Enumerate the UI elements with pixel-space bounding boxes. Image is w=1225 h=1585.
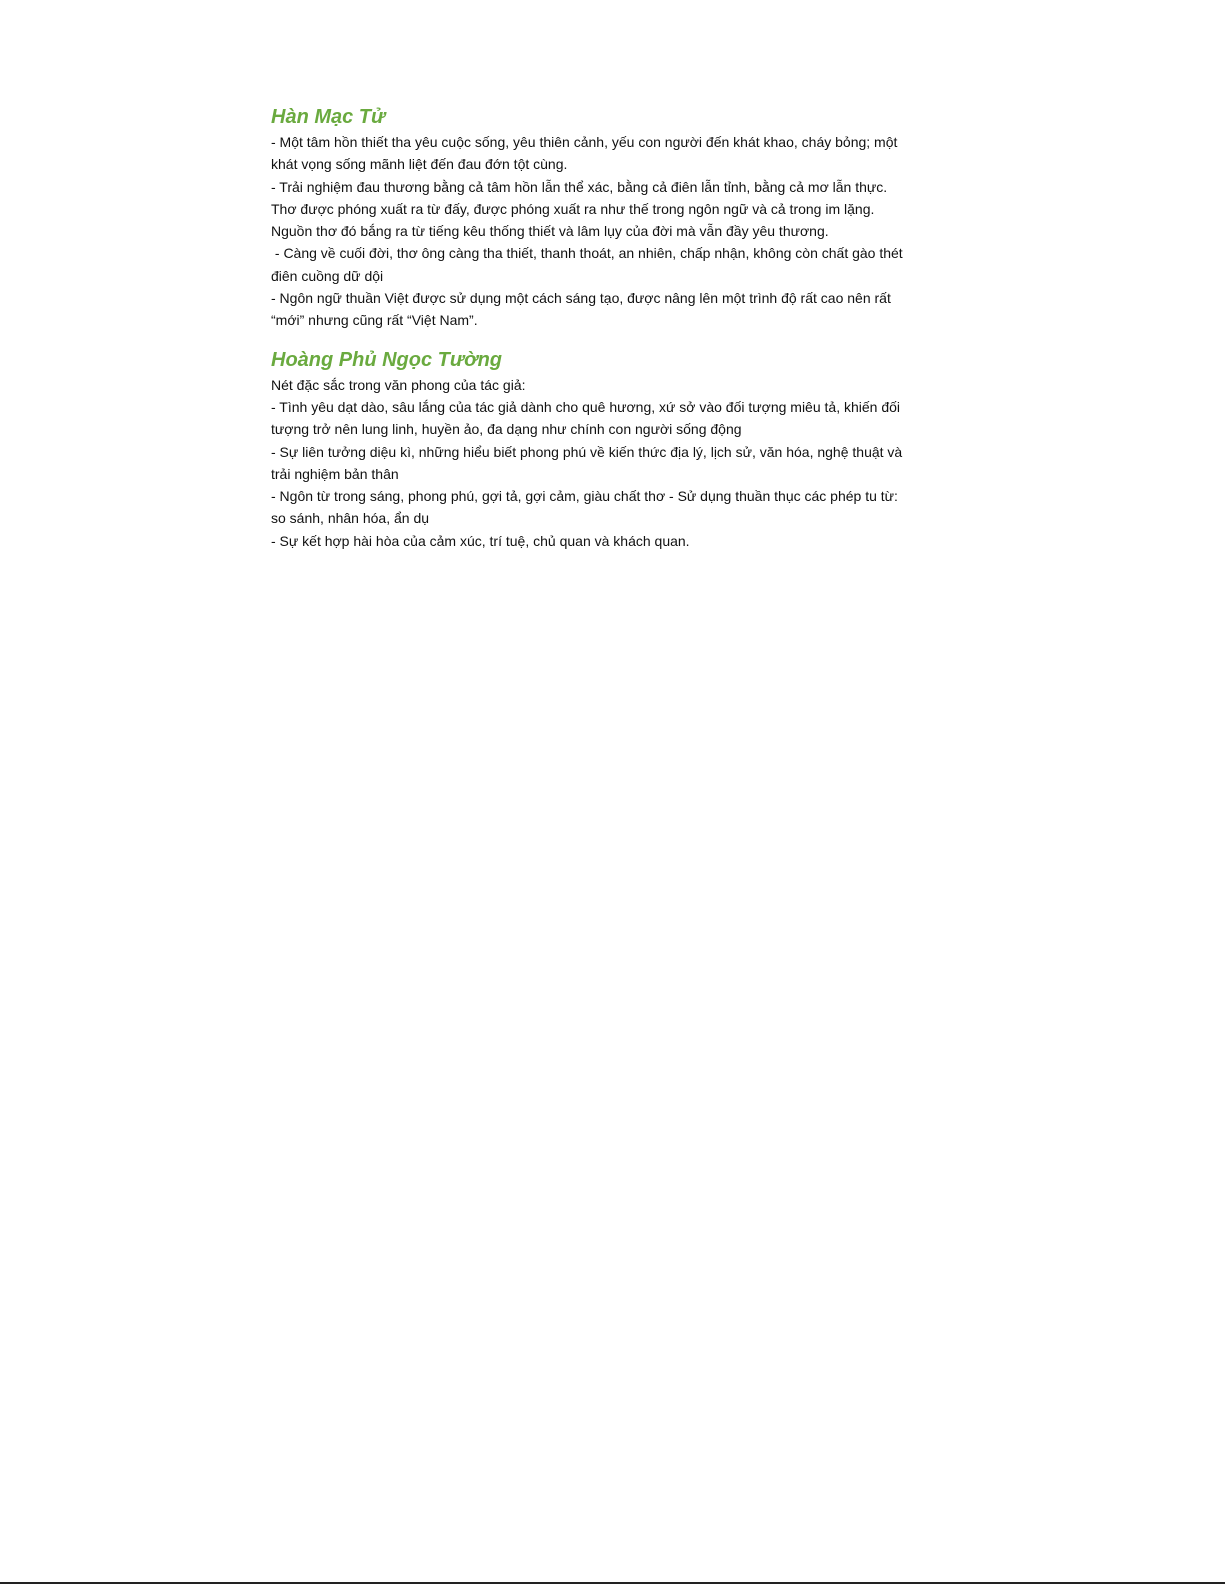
- page-bottom-border: [0, 1582, 1225, 1584]
- section-han-mac-tu: [271, 103, 953, 332]
- text-line: - Càng về cuối đời, thơ ông càng tha thiết, thanh thoát, an nhiên, chấp nhận, không còn chất gào thét: [271, 245, 903, 262]
- text-line: - Sự liên tưởng diệu kì, những hiểu biết phong phú về kiến thức địa lý, lịch sử, văn hóa, nghệ thuật và: [271, 443, 903, 460]
- text-line: - Sự kết hợp hài hòa của cảm xúc, trí tuệ, chủ quan và khách quan.: [271, 532, 690, 549]
- text-line: trải nghiệm bản thân: [271, 465, 399, 482]
- text-line: Nguồn thơ đó bắng ra từ tiếng kêu thống thiết và lâm lụy của đời mà vẫn đầy yêu thương.: [271, 223, 829, 240]
- text-line: - Ngôn ngữ thuần Việt được sử dụng một cách sáng tạo, được nâng lên một trình độ rất cao nên rất: [271, 290, 891, 307]
- section-hoang-phu-ngoc-tuong: [271, 346, 953, 552]
- text-line: điên cuồng dữ dội: [271, 267, 384, 284]
- text-line: - Tình yêu dạt dào, sâu lắng của tác giả dành cho quê hương, xứ sở vào đối tượng miêu tả, khiến đối: [271, 398, 901, 415]
- text-line: “mới” nhưng cũng rất “Việt Nam”.: [271, 312, 478, 329]
- document-content: [271, 103, 953, 552]
- text-line: - Một tâm hồn thiết tha yêu cuộc sống, yêu thiên cảnh, yếu con người đến khát khao, cháy bỏng; một: [271, 134, 898, 150]
- text-line: Thơ được phóng xuất ra từ đấy, được phóng xuất ra như thế trong ngôn ngữ và cả trong im lặng.: [271, 200, 875, 217]
- text-line: khát vọng sống mãnh liệt đến đau đớn tột cùng.: [271, 156, 568, 173]
- section-heading: Hoàng Phủ Ngọc Tường: [271, 348, 503, 371]
- text-line: - Trải nghiệm đau thương bằng cả tâm hồn lẫn thể xác, bằng cả điên lẫn tỉnh, bằng cả mơ lẫn thực.: [271, 178, 888, 195]
- text-line: - Ngôn từ trong sáng, phong phú, gợi tả, gợi cảm, giàu chất thơ - Sử dụng thuần thục các phép tu từ:: [271, 488, 898, 505]
- section-heading: Hàn Mạc Tử: [271, 106, 386, 128]
- text-line: tượng trở nên lung linh, huyền ảo, đa dạng như chính con người sống động: [271, 421, 742, 438]
- text-line: so sánh, nhân hóa, ẩn dụ: [271, 510, 430, 527]
- text-line: Nét đặc sắc trong văn phong của tác giả:: [271, 376, 526, 393]
